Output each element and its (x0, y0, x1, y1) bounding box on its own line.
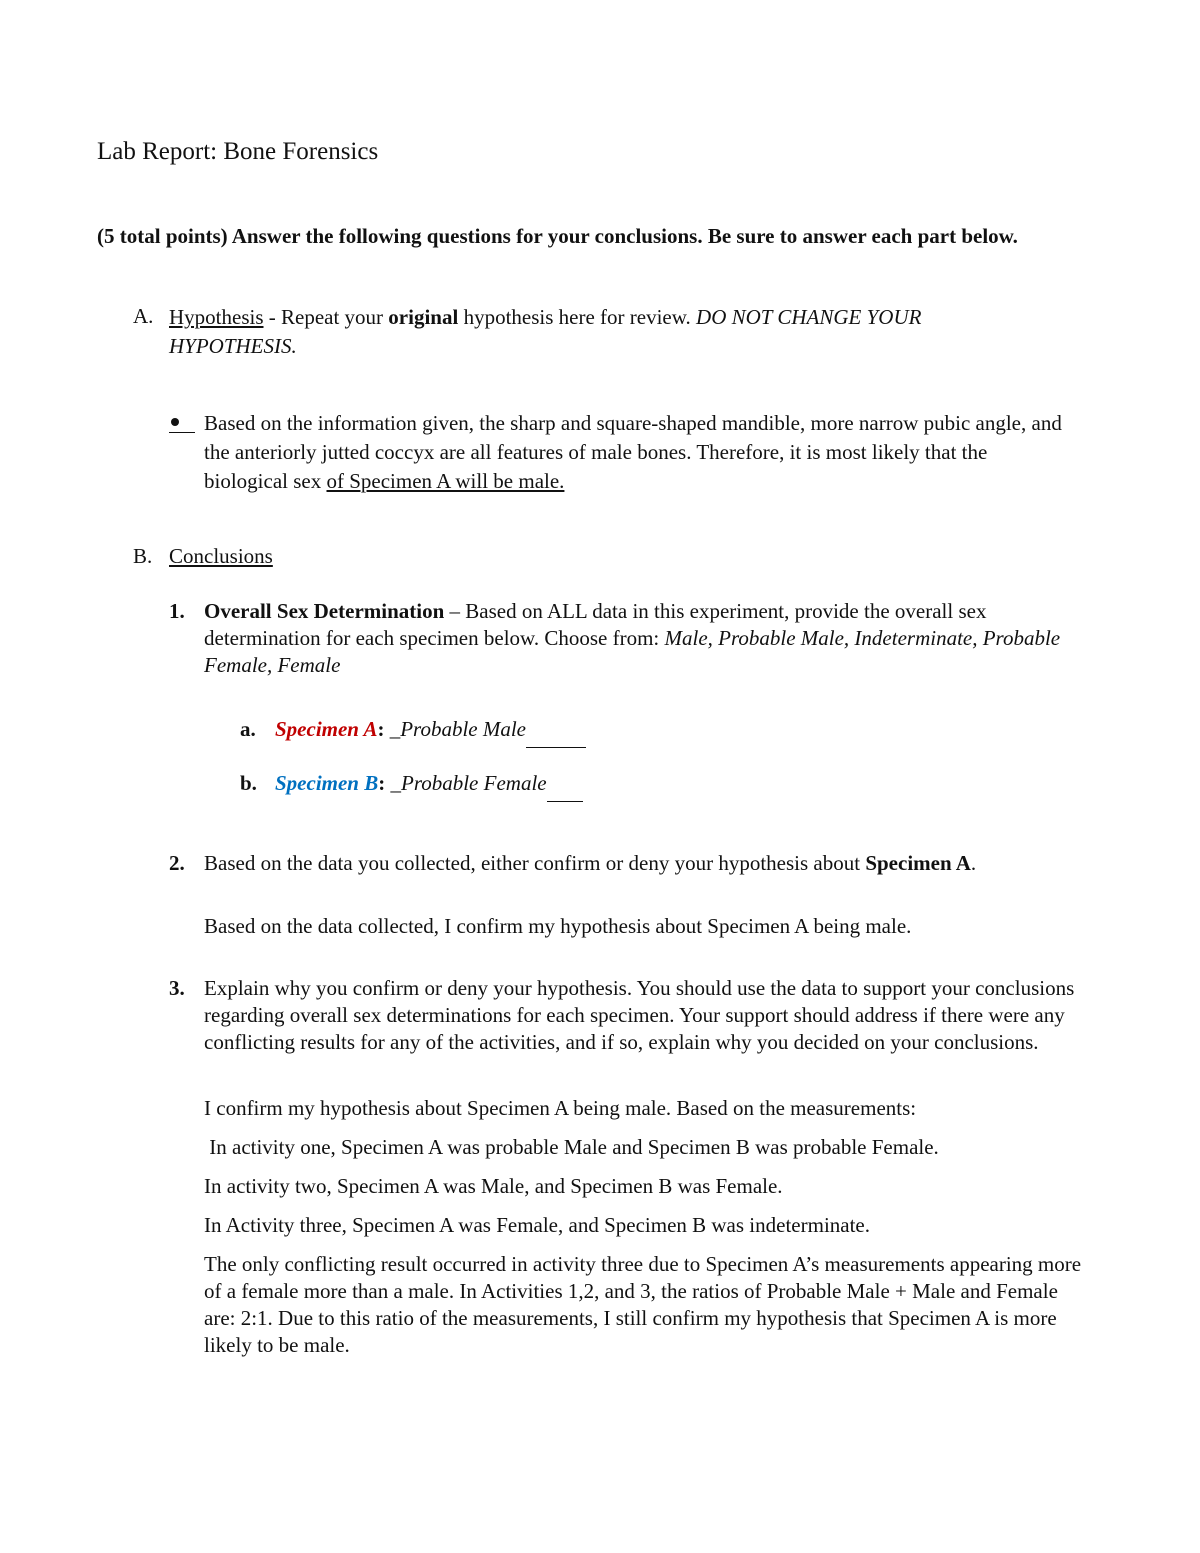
q3-answer-paragraph: The only conflicting result occurred in activity three due to Specimen A’s measurements appearing more of a female more than a male. In Activities 1,2, and 3, the ratios of Probable Male + Male and Female are: 2:1. Due to this ratio of the measurements, I still confirm my hypothesis that Specimen A is more likely to be male. (204, 1252, 1082, 1357)
specimen-b-label: Specimen B (275, 771, 379, 795)
q1-bold: Overall Sex Determination (204, 599, 445, 623)
specimen-a-answer: _Probable Male (384, 717, 526, 741)
page-title: Lab Report: Bone Forensics (97, 138, 379, 165)
q1a-line (275, 716, 586, 748)
q3-answer-line: I confirm my hypothesis about Specimen A being male. Based on the measurements: (204, 1096, 917, 1120)
bullet-underline (169, 432, 195, 433)
q3-answer-line: In activity two, Specimen A was Male, and Specimen B was Female. (204, 1174, 783, 1198)
specimen-a-colon: : (377, 717, 385, 741)
section-b-marker: B. (133, 544, 153, 568)
q3-answer-line: In activity one, Specimen A was probable Male and Specimen B was probable Female. (204, 1135, 939, 1159)
q1-choices: Male, Probable Male, Indeterminate, Probable Female, Female (204, 626, 1061, 677)
specimen-b-answer: _Probable Female (385, 771, 547, 795)
q1b-line (275, 770, 583, 802)
q1a-marker: a. (240, 717, 256, 741)
instructions: (5 total points) Answer the following questions for your conclusions. Be sure to answer each part below. (97, 224, 1018, 248)
bullet-dot-icon (171, 418, 179, 426)
q3-answers (204, 1095, 1094, 1359)
q1-text (204, 598, 1094, 679)
q3-number: 3. (169, 976, 185, 1000)
section-a-marker: A. (133, 304, 154, 328)
q3-text: Explain why you confirm or deny your hypothesis. You should use the data to support your conclusions regarding overall sex determinations for each specimen. Your support should address if there were any conflicting results for any of the activities, and if so, explain why you decided on your conclusions. (204, 976, 1075, 1054)
q2-text (204, 850, 1094, 877)
section-b-heading: Conclusions (169, 544, 273, 568)
section-a-dash: - Repeat your (263, 305, 389, 329)
bullet-marker (169, 409, 195, 436)
section-a-rest: hypothesis here for review. (458, 305, 697, 329)
q2-number: 2. (169, 851, 185, 875)
section-a-italic: DO NOT CHANGE YOUR HYPOTHESIS. (169, 305, 922, 358)
section-a-bold: original (388, 305, 459, 329)
q1b-marker: b. (240, 771, 257, 795)
specimen-b-blank (547, 774, 583, 802)
q3-answer-line: In Activity three, Specimen A was Female, and Specimen B was indeterminate. (204, 1213, 871, 1237)
q2-end: . (970, 851, 977, 875)
specimen-b-colon: : (378, 771, 386, 795)
hypothesis-answer-underlined: of Specimen A will be male. (326, 469, 565, 493)
q2-bold: Specimen A (865, 851, 971, 875)
specimen-a-blank (526, 720, 586, 748)
hypothesis-answer (204, 409, 1074, 496)
section-a-text (169, 303, 1049, 361)
q2-answer: Based on the data collected, I confirm my hypothesis about Specimen A being male. (204, 914, 912, 938)
q2-body: Based on the data you collected, either confirm or deny your hypothesis about (204, 851, 866, 875)
specimen-a-label: Specimen A (275, 717, 378, 741)
q1-number: 1. (169, 599, 185, 623)
section-a-heading: Hypothesis (169, 305, 264, 329)
hypothesis-answer-text: Based on the information given, the sharp and square-shaped mandible, more narrow pubic angle, and the anteriorly jutted coccyx are all features of male bones. Therefore, it is most likely that the biological sex (204, 411, 1062, 493)
q1-body: – Based on ALL data in this experiment, provide the overall sex determination for each specimen below. Choose from: (204, 599, 987, 650)
